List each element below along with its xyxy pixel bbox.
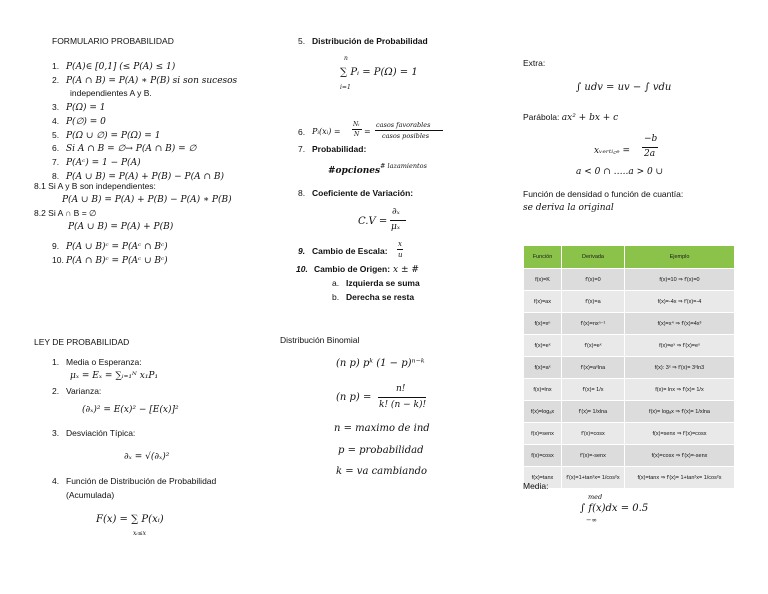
n-def: n = maximo de ind	[334, 423, 430, 434]
item-10b	[296, 264, 419, 275]
item-7-num: 7.	[298, 144, 306, 154]
table-cell: f'(x)=cosx	[562, 423, 625, 445]
ley-item-3	[52, 428, 135, 438]
table-cell: f(x)= lnx ⇒ f'(x)= 1/x	[625, 379, 735, 401]
item-8-num: 8.	[298, 188, 306, 198]
cv-formula: C.V =	[358, 216, 388, 227]
s82-formula: P(A ∪ B) = P(A) + P(B)	[68, 222, 174, 232]
item-10b-num: 10.	[296, 264, 308, 274]
extra-label: Extra:	[523, 58, 546, 68]
table-header-cell: Derivada	[562, 246, 625, 269]
item-9b-label: Cambio de Escala:	[312, 246, 388, 256]
item-7-label: Probabilidad:	[312, 144, 367, 154]
derivatives-table	[523, 245, 735, 489]
table-cell: f(x)=tanx ⇒ f'(x)= 1+tan²x= 1/cos²x	[625, 467, 735, 489]
densidad-label: Función de densidad o función de cuantía:	[523, 189, 684, 199]
ley-item-4-label: Función de Distribución de Probabilidad	[66, 476, 217, 486]
formulario-item-num: 8.	[52, 170, 60, 181]
equals-sign: =	[364, 127, 371, 136]
ley-title: LEY DE PROBABILIDAD	[34, 337, 130, 347]
item-a-label: Izquierda se suma	[346, 278, 420, 288]
formulario-item-num: 7.	[52, 156, 60, 167]
n: N	[354, 131, 360, 138]
media-formula: μₓ = Eₓ = ∑ᵢ₌₁ᴺ x₁P₁	[70, 371, 159, 381]
table-cell: f'(x)= 1/x	[562, 379, 625, 401]
escala-num: x	[398, 240, 402, 248]
vertice-num: −b	[644, 134, 658, 144]
binomial-formula: (n p) pᵏ (1 − p)ⁿ⁻ᵏ	[336, 358, 425, 369]
sum-bottom: i=1	[340, 84, 351, 91]
table-cell: f'(x)=eˣ	[562, 335, 625, 357]
table-cell: f(x)=cosx ⇒ f'(x)=-senx	[625, 445, 735, 467]
table-row	[524, 423, 735, 445]
p-formula: Pᵢ(xᵢ) =	[312, 127, 341, 136]
combinatoria-den: k! (n − k)!	[379, 400, 427, 410]
p-def: p = probabilidad	[338, 445, 424, 456]
item-6	[298, 127, 312, 137]
ley-item-4-num: 4.	[52, 476, 60, 486]
item-10b-label: Cambio de Origen:	[314, 264, 391, 274]
table-cell: f(x)=10 ⇒ f'(x)=0	[625, 269, 735, 291]
casos-posibles: casos posibles	[382, 132, 430, 140]
table-cell: f(x)=aˣ	[524, 357, 562, 379]
sum-formula: ∑ Pᵢ = P(Ω) = 1	[340, 67, 418, 78]
table-header	[524, 246, 735, 269]
item-9-num: 9.	[52, 241, 60, 251]
fraction-bar	[378, 397, 426, 398]
item-10-num: 10.	[52, 255, 64, 265]
table-row	[524, 269, 735, 291]
formulario-item-text: independientes A y B.	[70, 88, 152, 99]
ley-item-2-num: 2.	[52, 386, 60, 396]
table-cell: f'(x)= 1/xlna	[562, 401, 625, 423]
combinatoria-lhs: (n p) =	[336, 392, 372, 403]
item-8-label: Coeficiente de Variación:	[312, 188, 414, 198]
deriva-label: se deriva la original	[523, 203, 614, 213]
ni: Nᵢ	[353, 121, 360, 128]
item-7	[298, 144, 366, 154]
formulario-item-num: 6.	[52, 143, 60, 154]
cv-num: ∂ₓ	[392, 207, 400, 217]
item-8	[298, 188, 413, 198]
table-cell: f(x)= logₐx ⇒ f'(x)= 1/xlna	[625, 401, 735, 423]
table-header-cell: Función	[524, 246, 562, 269]
media-lower: −∞	[586, 516, 597, 524]
item-10	[52, 250, 168, 268]
media-upper: med	[588, 493, 603, 501]
opciones: #opciones	[328, 166, 381, 176]
item-9-formula: P(A ∪ B)ᶜ = P(Aᶜ ∩ Bᶜ)	[66, 242, 168, 252]
distribucion-sub: xᵢ≤x	[133, 530, 147, 537]
k-def: k = va cambiando	[336, 466, 428, 477]
table-cell: f(x)=eˣ	[524, 335, 562, 357]
table-cell: f(x)=senx ⇒ f'(x)=cosx	[625, 423, 735, 445]
media-formula: ∫ f(x)dx = 0.5	[580, 503, 649, 514]
table-row	[524, 291, 735, 313]
ley-item-3-num: 3.	[52, 428, 60, 438]
vertice-den: 2a	[644, 149, 656, 159]
parabola-formula: ax² + bx + c	[561, 113, 619, 123]
formulario-item-num: 2.	[52, 74, 60, 85]
varianza-formula: (∂ₓ)² = E(x)² − [E(x)]²	[82, 405, 179, 415]
formulario-title: FORMULARIO PROBABILIDAD	[52, 36, 174, 46]
item-5-label: Distribución de Probabilidad	[312, 36, 428, 46]
combinatoria-num: n!	[396, 384, 406, 394]
casos-favorables: casos favorables	[376, 121, 431, 129]
fraction-bar	[375, 130, 443, 131]
ley-item-4	[52, 476, 216, 486]
desviacion-formula: ∂ₓ = √(∂ₓ)²	[124, 452, 170, 462]
formulario-item-text: P(A)∈ [0,1] (≤ P(A) ≤ 1)	[66, 62, 176, 72]
table-row	[524, 335, 735, 357]
item-b-num: b.	[332, 292, 340, 302]
item-6-num: 6.	[298, 127, 306, 137]
concavidad: a < 0 ∩ …..a > 0 ∪	[576, 167, 664, 177]
table-cell: f'(x)=-senx	[562, 445, 625, 467]
formulario-item-text: Si A ∩ B = ∅→ P(A ∩ B) = ∅	[66, 144, 197, 155]
formulario-item-num: 3.	[52, 102, 60, 113]
table-cell: f(x)=lnx	[524, 379, 562, 401]
table-row	[524, 357, 735, 379]
ley-item-2	[52, 386, 101, 396]
table-cell: f(x): 3ˣ ⇒ f'(x)= 3ˣln3	[625, 357, 735, 379]
table-cell: f'(x)=a	[562, 291, 625, 313]
lanzamientos: # lazamientos	[380, 162, 427, 170]
fraction-bar	[397, 249, 403, 250]
s81-formula: P(A ∪ B) = P(A) + P(B) − P(A) ∗ P(B)	[62, 195, 232, 205]
item-9b	[298, 246, 388, 256]
table-cell: f(x)=K	[524, 269, 562, 291]
fraction-bar	[390, 220, 406, 221]
table-cell: f(x)=logₐx	[524, 401, 562, 423]
table-cell: f(x)=x⁴ ⇒ f'(x)=4x³	[625, 313, 735, 335]
fraction-bar	[352, 129, 362, 130]
table-cell: f'(x)=0	[562, 269, 625, 291]
ley-item-1-label: Media o Esperanza:	[66, 357, 142, 367]
table-header-cell: Ejemplo	[625, 246, 735, 269]
parabola	[523, 112, 618, 123]
s82-label: 8.2 Si A ∩ B = ∅	[34, 208, 97, 218]
formulario-item-num: 1.	[52, 61, 60, 71]
distribucion-formula: F(x) = ∑ P(xᵢ)	[96, 514, 164, 525]
table-row	[524, 313, 735, 335]
table-row	[524, 401, 735, 423]
table-row	[524, 467, 735, 489]
table-cell: f(x)=ax	[524, 291, 562, 313]
table-row	[524, 379, 735, 401]
table-cell: f'(x)=aˣlna	[562, 357, 625, 379]
ley-item-3-label: Desviación Típica:	[66, 428, 136, 438]
cv-den: μₓ	[391, 222, 401, 232]
table-cell: f(x)=cosx	[524, 445, 562, 467]
s81-label: 8.1 Si A y B son independientes:	[34, 181, 156, 191]
formulario-item-text: P(Ω ∪ ∅) = P(Ω) = 1	[66, 130, 161, 141]
item-5	[298, 36, 428, 46]
ley-item-2-label: Varianza:	[66, 386, 102, 396]
formulario-item-text: P(A ∩ B) = P(A) ∗ P(B) si son sucesos	[66, 75, 238, 86]
binomial-title: Distribución Binomial	[280, 335, 360, 345]
formulario-item-text: P(Aᶜ) = 1 − P(A)	[66, 157, 141, 168]
parabola-label: Parábola:	[523, 112, 560, 122]
escala-den: u	[398, 251, 403, 259]
item-9b-num: 9.	[298, 246, 306, 256]
table-cell: f(x)=tanx	[524, 467, 562, 489]
item-a	[332, 278, 420, 288]
table-cell: f(x)=-4x ⇒ f'(x)=-4	[625, 291, 735, 313]
ley-item-4-label2: (Acumulada)	[66, 490, 115, 500]
table-cell: f(x)=senx	[524, 423, 562, 445]
item-b	[332, 292, 414, 302]
item-b-label: Derecha se resta	[346, 292, 415, 302]
formulario-item-text: P(∅) = 0	[66, 116, 106, 127]
item-a-num: a.	[332, 278, 340, 288]
item-10-formula: P(A ∩ B)ᶜ = P(Aᶜ ∪ Bᶜ)	[66, 256, 168, 266]
table-row	[524, 445, 735, 467]
formulario-item-num: 4.	[52, 115, 60, 126]
integral-formula: ∫ udv = uv − ∫ vdu	[576, 82, 672, 93]
ley-item-1-num: 1.	[52, 357, 60, 367]
formulario-item-text: P(A ∪ B) = P(A) + P(B) − P(A ∩ B)	[66, 171, 224, 182]
formulario-item-text: P(Ω) = 1	[66, 103, 106, 114]
item-5-num: 5.	[298, 36, 306, 46]
table-cell: f'(x)=nxⁿ⁻¹	[562, 313, 625, 335]
ley-item-1	[52, 357, 142, 367]
sum-top: n	[344, 55, 348, 62]
table-body	[524, 269, 735, 489]
media-label: Media:	[523, 481, 549, 491]
table-cell: f(x)=eˣ ⇒ f'(x)=eˣ	[625, 335, 735, 357]
origen-formula: x ± #	[393, 265, 419, 275]
vertice-label: xᵥₑᵣₜᵢ꜀ₑ =	[594, 146, 631, 156]
formulario-item-num: 5.	[52, 129, 60, 140]
table-cell: f(x)=xⁿ	[524, 313, 562, 335]
fraction-bar	[642, 147, 658, 148]
table-cell: f'(x)=1+tan²x= 1/cos²x	[562, 467, 625, 489]
